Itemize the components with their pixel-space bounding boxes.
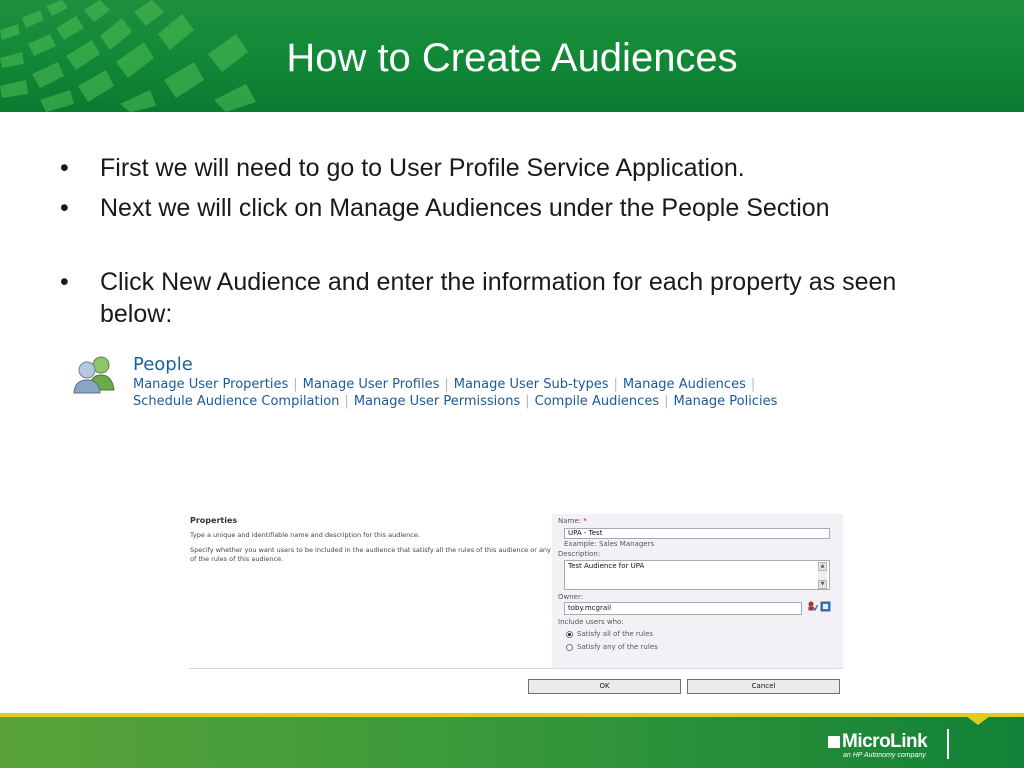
name-example: Example: Sales Managers bbox=[564, 540, 655, 548]
link-separator: | bbox=[444, 377, 449, 392]
slide-header bbox=[0, 0, 1024, 112]
bullet-list bbox=[60, 152, 960, 330]
link-separator: | bbox=[525, 394, 530, 409]
bullet-dot: • bbox=[60, 194, 69, 222]
logo-divider bbox=[947, 729, 949, 759]
description-label: Description: bbox=[558, 550, 601, 558]
logo-text: MicroLink bbox=[842, 731, 928, 752]
link-manage-user-properties[interactable]: Manage User Properties bbox=[133, 377, 289, 392]
name-label bbox=[558, 517, 587, 525]
properties-description-1: Type a unique and identifiable name and description for this audience. bbox=[190, 531, 420, 539]
footer-notch bbox=[966, 716, 990, 725]
link-separator: | bbox=[750, 377, 756, 392]
slide-title: How to Create Audiences bbox=[286, 36, 738, 80]
link-manage-policies[interactable]: Manage Policies bbox=[673, 394, 778, 409]
description-textarea[interactable] bbox=[564, 560, 830, 590]
properties-form bbox=[189, 514, 843, 669]
link-separator: | bbox=[664, 394, 669, 409]
radio-satisfy-all[interactable] bbox=[566, 631, 573, 638]
bullet-item bbox=[60, 192, 960, 224]
microlink-logo bbox=[828, 731, 927, 753]
bullet-dot: • bbox=[60, 268, 69, 296]
owner-label: Owner: bbox=[558, 593, 584, 601]
description-scrollbar[interactable] bbox=[818, 562, 827, 589]
scroll-down-icon[interactable]: ▼ bbox=[818, 580, 827, 589]
radio-satisfy-all-label: Satisfy all of the rules bbox=[577, 630, 654, 638]
link-separator: | bbox=[344, 394, 349, 409]
ok-button[interactable]: OK bbox=[528, 679, 681, 694]
logo-tagline: an HP Autonomy company bbox=[843, 752, 926, 759]
people-links-row-2 bbox=[133, 394, 777, 409]
people-heading: People bbox=[133, 354, 193, 375]
owner-input[interactable]: toby.mcgrail bbox=[564, 602, 802, 615]
link-manage-audiences[interactable]: Manage Audiences bbox=[622, 377, 746, 392]
form-divider bbox=[189, 668, 843, 669]
properties-fields bbox=[552, 514, 843, 669]
bullet-text: Click New Audience and enter the information for each property as seen below: bbox=[100, 268, 897, 328]
properties-description-2: Specify whether you want users to be included in the audience that satisfy all the rules of this audience or any of the rules of this audience. bbox=[190, 546, 551, 563]
properties-info bbox=[189, 514, 552, 669]
logo-mark-icon bbox=[828, 736, 840, 748]
scroll-up-icon[interactable]: ▲ bbox=[818, 562, 827, 571]
link-manage-user-profiles[interactable]: Manage User Profiles bbox=[302, 377, 440, 392]
bullet-text: Next we will click on Manage Audiences under the People Section bbox=[100, 194, 830, 222]
include-users-label: Include users who: bbox=[558, 618, 624, 626]
bullet-item bbox=[60, 152, 960, 184]
bullet-text: First we will need to go to User Profile Service Application. bbox=[100, 154, 745, 182]
radio-satisfy-any-label: Satisfy any of the rules bbox=[577, 643, 658, 651]
link-manage-user-sub-types[interactable]: Manage User Sub-types bbox=[453, 377, 609, 392]
bullet-item bbox=[60, 266, 960, 330]
radio-satisfy-any[interactable] bbox=[566, 644, 573, 651]
link-separator: | bbox=[613, 377, 618, 392]
bullet-dot: • bbox=[60, 154, 69, 182]
address-book-icon[interactable] bbox=[820, 601, 831, 612]
link-schedule-audience-compilation[interactable]: Schedule Audience Compilation bbox=[133, 394, 340, 409]
people-section bbox=[70, 350, 970, 420]
name-label-text: Name: bbox=[558, 517, 582, 525]
people-icon bbox=[72, 354, 118, 394]
cancel-button[interactable]: Cancel bbox=[687, 679, 840, 694]
required-mark: * bbox=[583, 517, 587, 525]
check-names-icon[interactable] bbox=[807, 601, 818, 612]
name-input[interactable]: UPA - Test bbox=[564, 528, 830, 539]
description-text: Test Audience for UPA bbox=[568, 562, 645, 570]
properties-title: Properties bbox=[190, 516, 238, 525]
link-separator: | bbox=[293, 377, 298, 392]
link-manage-user-permissions[interactable]: Manage User Permissions bbox=[353, 394, 521, 409]
link-compile-audiences[interactable]: Compile Audiences bbox=[534, 394, 660, 409]
people-links-row-1 bbox=[133, 377, 760, 392]
